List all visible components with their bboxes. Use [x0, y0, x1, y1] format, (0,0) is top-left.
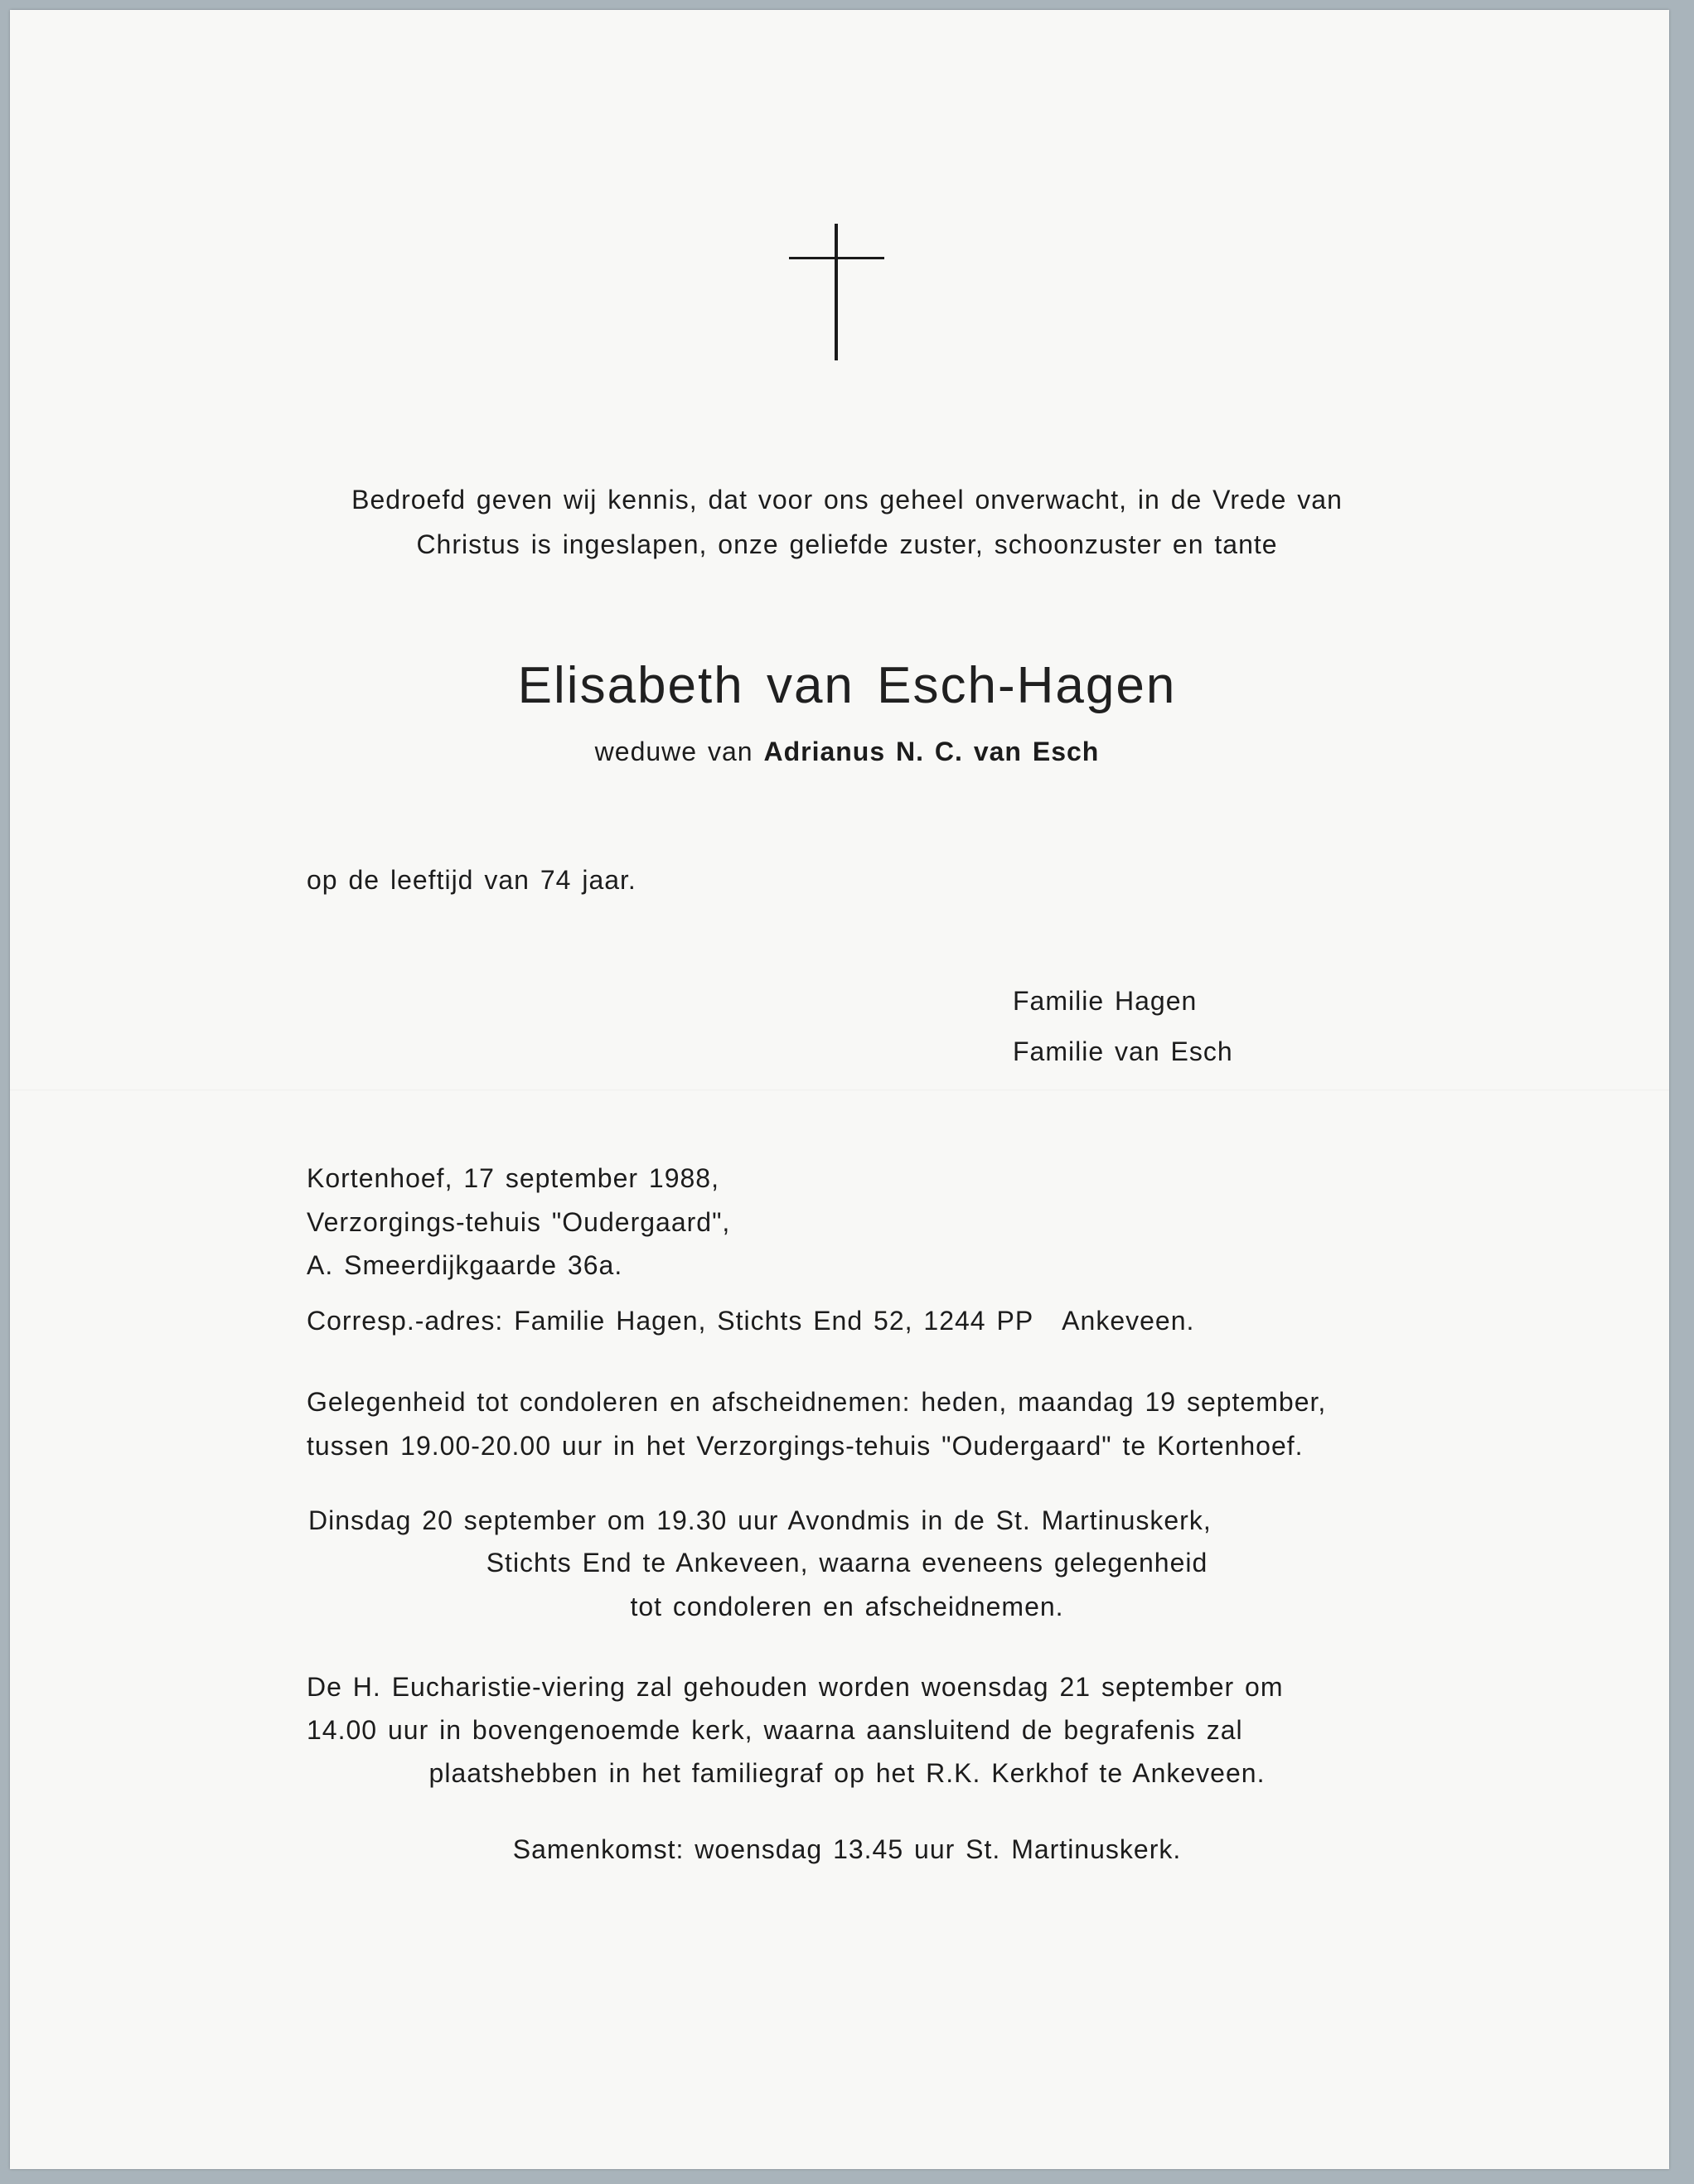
widow-line: [0, 735, 1694, 768]
condolence-line-2: tussen 19.00-20.00 uur in het Verzorgings-tehuis "Oudergaard" te Kortenhoef.: [307, 1431, 1304, 1461]
intro-line-1: Bedroefd geven wij kennis, dat voor ons geheel onverwacht, in de Vrede van: [351, 485, 1343, 515]
evening-mass-line-3: tot condoleren en afscheidnemen.: [630, 1592, 1064, 1621]
gathering-line: Samenkomst: woensdag 13.45 uur St. Martinuskerk.: [512, 1834, 1182, 1864]
spouse-name: Adrianus N. C. van Esch: [763, 737, 1100, 766]
intro-line-2: Christus is ingeslapen, onze geliefde zuster, schoonzuster en tante: [416, 529, 1278, 559]
cross-icon: [789, 224, 884, 360]
age-line: op de leeftijd van 74 jaar.: [307, 865, 636, 895]
eucharist-line-2: 14.00 uur in bovengenoemde kerk, waarna aansluitend de begrafenis zal: [307, 1715, 1243, 1745]
widow-prefix: weduwe van: [594, 737, 753, 766]
eucharist-line-1: De H. Eucharistie-viering zal gehouden worden woensdag 21 september om: [307, 1672, 1284, 1702]
deceased-name: Elisabeth van Esch-Hagen: [517, 657, 1177, 714]
evening-mass-line-2: Stichts End te Ankeveen, waarna eveneens gelegenheid: [486, 1548, 1208, 1578]
eucharist-line-3: plaatshebben in het familiegraf op het R.K. Kerkhof te Ankeveen.: [428, 1758, 1266, 1788]
evening-mass-line-1: Dinsdag 20 september om 19.30 uur Avondmis in de St. Martinuskerk,: [308, 1505, 1212, 1535]
correspondence-town: Ankeveen.: [1062, 1306, 1195, 1336]
family-hagen: Familie Hagen: [1013, 986, 1198, 1016]
place-date-line-3: A. Smeerdijkgaarde 36a.: [307, 1250, 623, 1280]
place-date-line-1: Kortenhoef, 17 september 1988,: [307, 1163, 719, 1193]
family-van-esch: Familie van Esch: [1013, 1036, 1233, 1066]
place-date-line-2: Verzorgings-tehuis "Oudergaard",: [307, 1207, 731, 1237]
condolence-line-1: Gelegenheid tot condoleren en afscheidnemen: heden, maandag 19 september,: [307, 1387, 1327, 1417]
correspondence-address: [307, 1304, 1194, 1337]
correspondence-text: Corresp.-adres: Familie Hagen, Stichts End 52, 1244 PP: [307, 1306, 1034, 1336]
fold-line: [10, 1090, 1669, 1091]
